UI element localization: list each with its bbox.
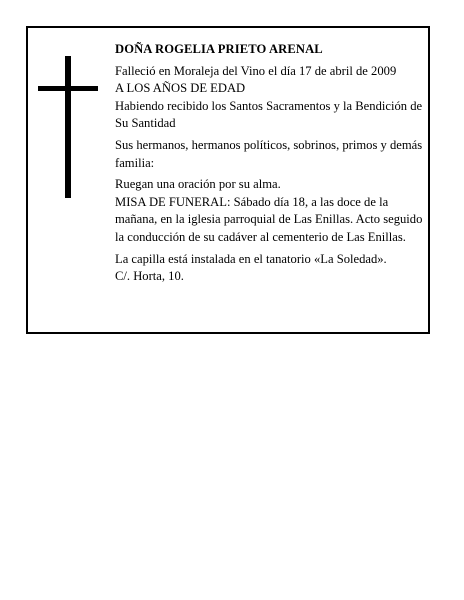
obituary-notice — [26, 26, 430, 334]
funeral-mass-line: MISA DE FUNERAL: Sábado día 18, a las doce de la mañana, en la iglesia parroquial de Las Enillas. Acto seguido la conducción de su cadáver al cementerio de Las Enillas. — [115, 194, 423, 244]
obituary-text — [115, 41, 425, 286]
death-line: Falleció en Moraleja del Vino el día 17 de abril de 2009 — [115, 63, 397, 78]
sacraments-line: Habiendo recibido los Santos Sacramentos y la Bendición de Su Santidad — [115, 98, 423, 131]
address-line: C/. Horta, 10. — [115, 269, 184, 284]
family-line: Sus hermanos, hermanos políticos, sobrinos, primos y demás familia: — [115, 137, 423, 170]
chapel-line: La capilla está instalada en el tanatorio «La Soledad». — [115, 251, 387, 266]
age-line: A LOS AÑOS DE EDAD — [115, 81, 246, 96]
prayer-line: Ruegan una oración por su alma. — [115, 177, 281, 192]
deceased-name: DOÑA ROGELIA PRIETO ARENAL — [115, 42, 323, 56]
cross-icon — [38, 56, 98, 198]
